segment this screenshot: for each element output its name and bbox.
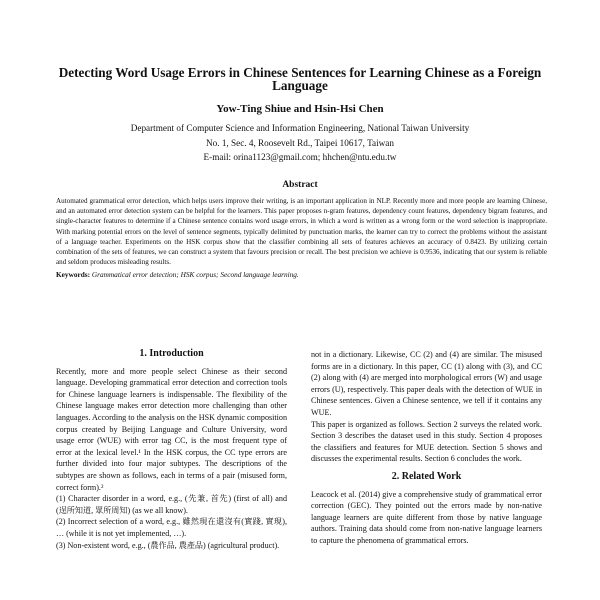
intro-paragraph: Recently, more and more people select Chinese as their second language. Developing grammatical error detection and correction tools for Chinese language learners is indispensable. The flexibility of the Chinese language makes error detection more challenging than other languages. According to the analysis on the HSK dynamic composition corpus created by Beijing Language and Culture University, word usage error (WUE) with error tag CC, is the most frequent type of error at the lexical level.¹ In the HSK corpus, the CC type errors are further divided into four major subtypes. The descriptions of the subtypes are shown as follows, each in terms of a pair (misused form, correct form).²	[56, 366, 287, 492]
related-work-paragraph: Leacock et al. (2014) give a comprehensive study of grammatical error correction (GEC). They pointed out the errors made by non-native language learners are quite different from those by native language authors. Training data should come from non-native language learners to capture the phenomena of grammatical errors.	[311, 489, 542, 545]
abstract-heading: Abstract	[282, 180, 318, 190]
keywords-label: Keywords:	[56, 270, 91, 279]
left-column	[56, 348, 287, 551]
email: E-mail: orina1123@gmail.com; hhchen@ntu.edu.tw	[203, 152, 397, 162]
right-column	[311, 349, 542, 547]
section-heading-introduction: 1. Introduction	[139, 348, 204, 359]
address: No. 1, Sec. 4, Roosevelt Rd., Taipei 10617, Taiwan	[206, 138, 394, 148]
paper-title: Detecting Word Usage Errors in Chinese Sentences for Learning Chinese as a Foreign Language	[58, 65, 542, 93]
keywords-text: Grammatical error detection; HSK corpus; Second language learning.	[91, 270, 299, 279]
organization-paragraph: This paper is organized as follows. Section 2 surveys the related work. Section 3 describes the dataset used in this study. Section 4 proposes the classifiers and features for MUE detection. Section 5 shows and discusses the experimental results. Section 6 concludes the work.	[311, 419, 542, 464]
abstract-text: Automated grammatical error detection, which helps users improve their writing, is an important application in NLP. Recently more and more people are learning Chinese, and an automated error detection system can be helpful for the learners. This paper proposes n-gram features, dependency count features, dependency bigram features, and single-character features to determine if a Chinese sentence contains word usage errors, in which a word is written as a wrong form or the word selection is inappropriate. With marking potential errors on the level of sentence segments, typically delimited by punctuation marks, the learner can try to correct the problems without the assistant of a language teacher. Experiments on the HSK corpus show that the classifier combining all sets of features achieves an accuracy of 0.8423. By utilizing certain combination of the sets of features, we can construct a system that favours precision or recall. The best precision we achieve is 0.9536, indicating that our system is reliable and seldom produces misleading results.	[56, 197, 547, 267]
section-heading-related-work: 2. Related Work	[391, 470, 462, 482]
intro-continuation-paragraph: not in a dictionary. Likewise, CC (2) and (4) are similar. The misused forms are in a dictionary. In this paper, CC (1) along with (3), and CC (2) along with (4) are merged into morphological errors (W) and usage errors (U), respectively. This paper deals with the detection of WUE in Chinese sentences. Given a Chinese sentence, we tell if it contains any WUE.	[311, 350, 542, 417]
affiliation: Department of Computer Science and Information Engineering, National Taiwan University	[130, 123, 470, 133]
list-item: (1) Character disorder in a word, e.g., (先兼, 首先) (first of all) and (逞所知道, 眾所周知) (as we all know).	[56, 494, 287, 515]
list-item: (3) Non-existent word, e.g., (農作品, 農產品) (agricultural product).	[56, 540, 280, 550]
list-item: (2) Incorrect selection of a word, e.g., 雖然現在還沒有(實踐, 實現), … (while it is not yet implemented, …).	[56, 517, 287, 538]
keywords	[56, 270, 547, 280]
paper-authors: Yow-Ting Shiue and Hsin-Hsi Chen	[216, 103, 384, 115]
